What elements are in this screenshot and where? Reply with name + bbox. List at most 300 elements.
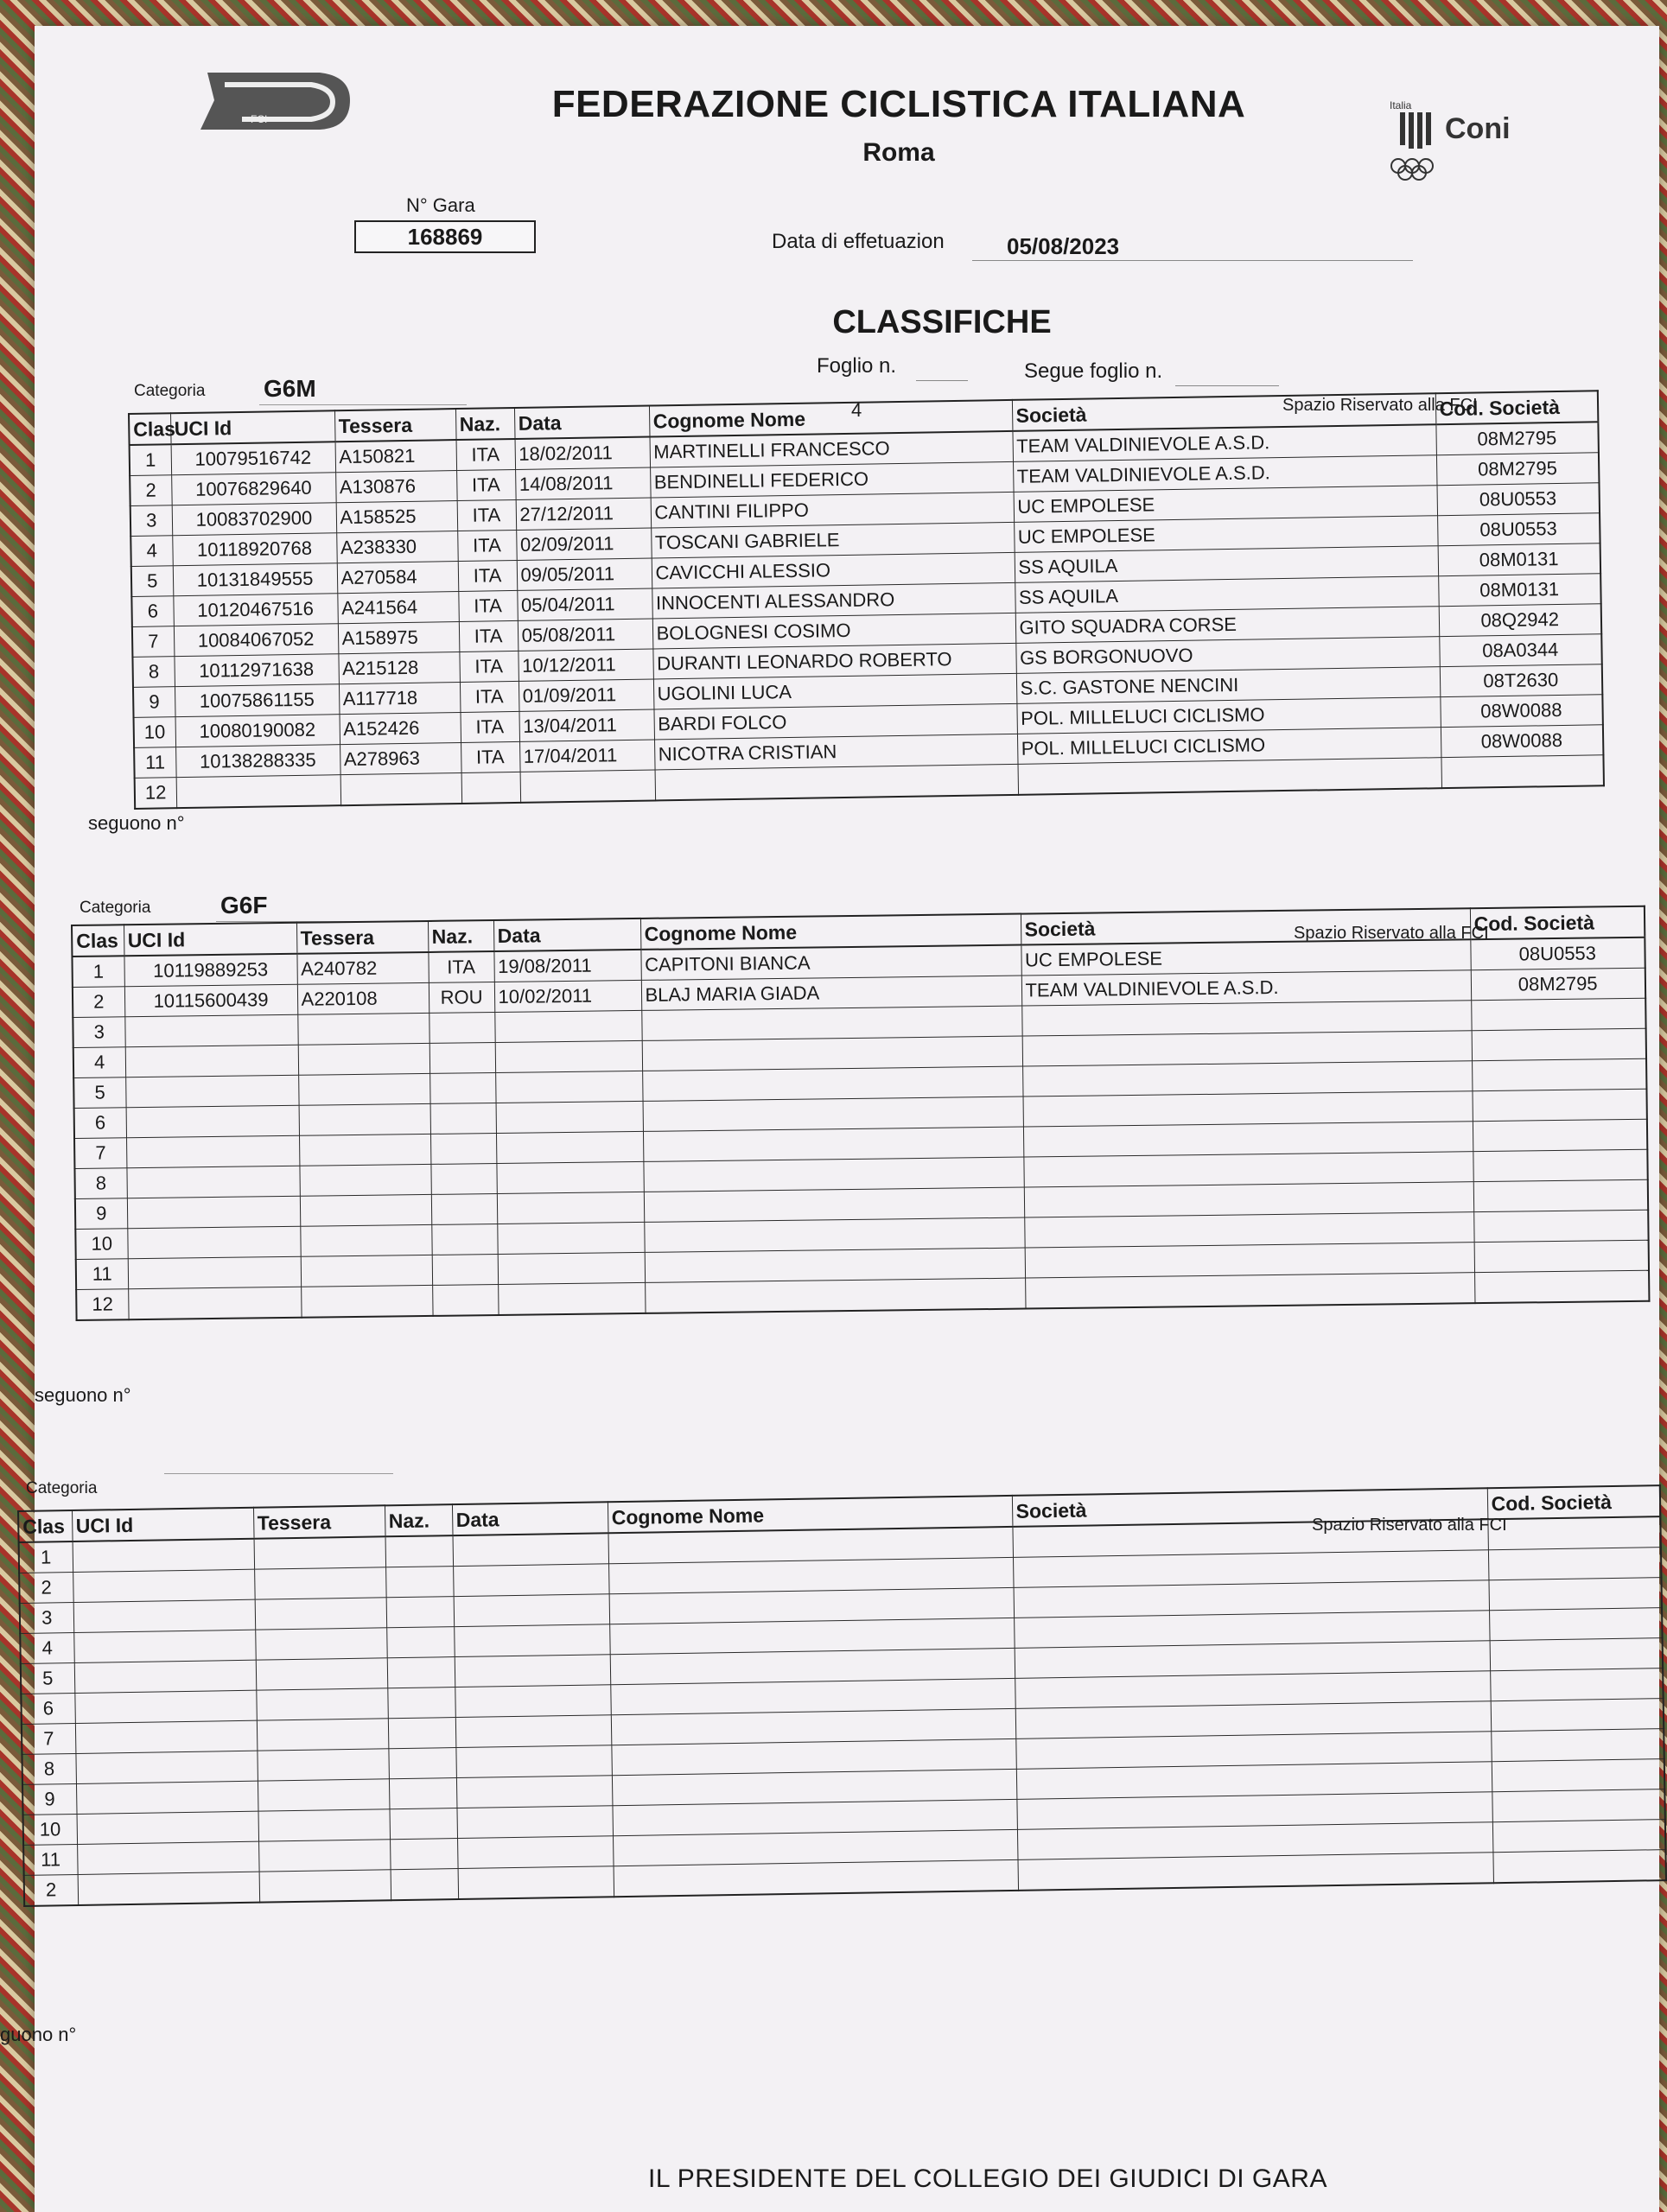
table-cell (1490, 1638, 1664, 1671)
table-cell: ITA (428, 951, 493, 982)
table-cell: UC EMPOLESE (1021, 939, 1470, 976)
table-cell: ROU (429, 982, 494, 1014)
gara-label: N° Gara (406, 194, 475, 216)
table-cell: 10138288335 (175, 745, 340, 778)
seguono-label-2: seguono n° (35, 1384, 131, 1406)
table-cell: 8 (74, 1168, 126, 1199)
table-cell: 10/12/2011 (518, 649, 653, 681)
table-cell (642, 1066, 1022, 1101)
table-cell (1490, 1669, 1664, 1701)
table-cell: ITA (456, 439, 516, 471)
table-cell (1472, 1089, 1646, 1121)
table-cell: 08M2795 (1471, 968, 1645, 1000)
table-cell (257, 1719, 389, 1751)
table-cell (391, 1869, 459, 1901)
federation-title: FEDERAZIONE CICLISTICA ITALIANA (551, 83, 1246, 125)
table-cell: 7 (74, 1138, 126, 1169)
table-cell (126, 1166, 299, 1198)
table-cell (455, 1745, 612, 1778)
table-cell (300, 1224, 431, 1256)
table-cell (431, 1224, 497, 1255)
table-cell: 8 (132, 657, 175, 688)
table-cell (644, 1187, 1024, 1222)
table-cell (124, 1014, 297, 1046)
table-cell (641, 1006, 1021, 1040)
table-cell: 10080190082 (175, 715, 340, 747)
column-header: Clas (129, 413, 171, 445)
column-header: Tessera (296, 921, 428, 954)
table-cell: 6 (21, 1693, 75, 1724)
table-cell: 4 (130, 536, 173, 567)
table-cell: 3 (20, 1602, 74, 1633)
table-cell (77, 1811, 259, 1844)
table-cell (73, 1630, 256, 1662)
table-cell (76, 1781, 258, 1814)
table-cell (301, 1255, 432, 1287)
table-cell: 10084067052 (174, 624, 339, 657)
table-cell: 18/02/2011 (515, 437, 651, 470)
table-cell: 10 (134, 717, 176, 748)
table-cell (430, 1164, 496, 1195)
table-cell (258, 1840, 391, 1872)
table-cell: 10 (75, 1229, 127, 1260)
table-cell: 11 (134, 747, 176, 779)
table-cell (128, 1256, 301, 1288)
table-cell: 9 (75, 1198, 127, 1230)
table-cell: 6 (131, 596, 174, 627)
table-cell: 17/04/2011 (519, 740, 655, 772)
gara-number: 168869 (354, 220, 536, 253)
categoria-line-3 (164, 1473, 393, 1474)
coni-logo-small: Italia (1390, 99, 1412, 111)
table-body (130, 422, 1604, 809)
table-cell (387, 1688, 455, 1719)
table-cell: 10079516742 (171, 442, 336, 474)
table-cell: 08M2795 (1435, 422, 1599, 454)
table-cell: 5 (21, 1662, 75, 1694)
table-cell (298, 1073, 429, 1105)
table-cell: 3 (130, 505, 173, 537)
table-cell: A240782 (296, 952, 428, 984)
table-cell: A152426 (340, 713, 461, 745)
signature-line-label: IL PRESIDENTE DEL COLLEGIO DEI GIUDICI DI GARA (648, 2164, 1327, 2193)
column-header: Società (1021, 908, 1470, 944)
table-cell (496, 1101, 643, 1133)
segue-foglio-label: Segue foglio n. (1024, 359, 1163, 383)
column-header: Cod. Società (1487, 1485, 1661, 1519)
table-cell: A158975 (338, 622, 460, 654)
table-cell (301, 1285, 432, 1317)
table-cell (430, 1134, 496, 1165)
table-cell (389, 1808, 457, 1840)
table-cell (614, 1859, 1018, 1897)
table-cell: ITA (461, 741, 520, 772)
table-cell: 2 (24, 1874, 79, 1905)
table-cell (1492, 1820, 1666, 1853)
table-cell (520, 770, 656, 803)
table-cell (643, 1127, 1023, 1161)
table-cell: 9 (22, 1783, 77, 1815)
categoria-label-3: Categoria (26, 1479, 98, 1497)
table-cell: ITA (460, 711, 519, 742)
segue-foglio-line (1175, 385, 1279, 386)
table-cell (127, 1226, 300, 1258)
table-cell (385, 1567, 454, 1598)
table-cell: POL. MILLELUCI CICLISMO (1016, 697, 1440, 734)
table-cell (125, 1075, 298, 1107)
table-cell: BENDINELLI FEDERICO (650, 461, 1013, 498)
table-cell: UC EMPOLESE (1014, 486, 1437, 523)
table-cell: 1 (130, 444, 172, 475)
table-cell: 08A0344 (1439, 634, 1602, 667)
table-cell: 10131849555 (173, 563, 338, 596)
table-cell (1474, 1270, 1649, 1303)
table-cell (1473, 1149, 1647, 1181)
table-cell: 10075861155 (175, 684, 340, 717)
page-heading: CLASSIFICHE (832, 304, 1052, 340)
date-value: 05/08/2023 (972, 233, 1413, 261)
table-cell (255, 1598, 387, 1630)
table-cell: 2 (130, 475, 172, 506)
table-cell: ITA (459, 620, 519, 652)
table-cell (74, 1690, 257, 1723)
table-cell (643, 1096, 1023, 1131)
table-cell: 12 (135, 778, 177, 809)
table-cell (1472, 1058, 1646, 1090)
table-cell (642, 1036, 1022, 1071)
table-cell (456, 1806, 613, 1839)
table-cell: CAPITONI BIANCA (640, 945, 1021, 981)
table-cell (1488, 1578, 1662, 1611)
table-cell: ITA (457, 530, 517, 561)
table-cell: 8 (22, 1753, 76, 1784)
table-cell (461, 772, 521, 804)
table-cell (430, 1103, 496, 1135)
column-header: Data (514, 406, 650, 439)
table-cell: BLAJ MARIA GIADA (641, 976, 1021, 1010)
table-cell (453, 1564, 609, 1597)
table-cell (126, 1135, 299, 1167)
table-cell (258, 1779, 390, 1811)
table-cell: 01/09/2011 (519, 679, 654, 711)
table-cell: 19/08/2011 (493, 950, 640, 982)
spazio-label-1: Spazio Riservato alla FCI (1282, 396, 1478, 415)
table-cell (645, 1248, 1025, 1282)
column-header: Data (452, 1502, 608, 1535)
table-cell (388, 1718, 456, 1749)
table-cell: 09/05/2011 (517, 558, 652, 590)
table-cell: GS BORGONUOVO (1015, 637, 1439, 674)
seguono-label-3: guono n° (0, 2024, 77, 2045)
table-cell: 08U0553 (1437, 483, 1600, 516)
table-cell (256, 1688, 388, 1720)
table-cell: CANTINI FILIPPO (651, 492, 1014, 528)
table-cell: 1 (19, 1541, 73, 1573)
table-cell: TEAM VALDINIEVOLE A.S.D. (1021, 970, 1471, 1006)
table-cell: 14/08/2011 (515, 467, 651, 499)
table-cell (300, 1194, 431, 1226)
table-cell (257, 1749, 389, 1781)
table-cell (494, 1010, 641, 1042)
column-header: Società (1012, 1488, 1487, 1527)
table-cell (73, 1599, 256, 1632)
table-cell: CAVICCHI ALESSIO (652, 552, 1015, 588)
table-cell: 5 (73, 1077, 125, 1109)
column-header: Clas (72, 925, 124, 957)
table-cell: ITA (458, 560, 518, 591)
table-cell (429, 1013, 494, 1044)
table-cell (256, 1658, 388, 1690)
table-cell (1492, 1759, 1665, 1792)
table-cell (1491, 1729, 1664, 1762)
table-cell: 11 (23, 1844, 78, 1875)
table-cell (498, 1282, 645, 1315)
categoria-label-1: Categoria (134, 382, 206, 400)
table-cell (455, 1685, 611, 1718)
table-cell (299, 1164, 430, 1196)
table-cell: ITA (460, 681, 519, 712)
table-cell (125, 1045, 298, 1077)
date-label: Data di effetuazion (772, 230, 945, 253)
table-cell (340, 772, 462, 805)
seguono-label-1: seguono n° (88, 812, 185, 834)
table-cell: 11 (76, 1259, 128, 1290)
foglio-label: Foglio n. (817, 354, 897, 378)
table-cell: GITO SQUADRA CORSE (1015, 607, 1439, 644)
table-cell (387, 1657, 455, 1688)
table-cell (429, 1043, 495, 1074)
table-cell (644, 1217, 1024, 1252)
table-cell (455, 1655, 611, 1688)
table-cell: BOLOGNESI COSIMO (652, 613, 1015, 649)
table-cell (431, 1194, 497, 1225)
table-cell (457, 1836, 614, 1869)
table-cell: 5 (131, 566, 174, 597)
table-cell: A150821 (335, 440, 457, 473)
categoria-line-1 (259, 404, 467, 405)
table-cell (498, 1252, 645, 1284)
column-header: Cod. Società (1470, 906, 1645, 939)
table-cell: 08M0131 (1438, 574, 1601, 607)
column-header: Naz. (455, 408, 515, 440)
table-cell (1025, 1273, 1474, 1309)
table-cell: 10115600439 (124, 984, 297, 1016)
table-cell (1473, 1210, 1648, 1242)
table-cell (1492, 1789, 1665, 1822)
table-cell: ITA (458, 590, 518, 621)
fci-logo (190, 66, 354, 135)
table-cell: 10 (23, 1814, 78, 1845)
table-cell (655, 764, 1019, 800)
table-cell: ITA (456, 469, 516, 500)
table-cell: 02/09/2011 (516, 528, 652, 560)
table-cell (1472, 1028, 1646, 1060)
table-cell (432, 1254, 498, 1285)
coni-logo-text: Coni (1445, 112, 1511, 145)
table-cell (73, 1539, 255, 1573)
classification-table-g6m (128, 390, 1605, 810)
table-cell (1018, 758, 1441, 795)
table-body (19, 1516, 1666, 1906)
column-header: Cognome Nome (640, 914, 1021, 950)
table-cell (1488, 1548, 1662, 1580)
table-cell (643, 1157, 1023, 1192)
table-cell: POL. MILLELUCI CICLISMO (1017, 728, 1441, 765)
table-cell (1492, 1850, 1666, 1884)
table-cell (1489, 1608, 1663, 1641)
spazio-label-3: Spazio Riservato alla FCI (1312, 1516, 1507, 1535)
table-cell: 4 (73, 1047, 125, 1078)
table-cell (127, 1196, 300, 1228)
table-cell (77, 1841, 259, 1874)
table-cell: A130876 (335, 471, 457, 503)
table-cell (385, 1535, 454, 1567)
table-cell (390, 1839, 458, 1870)
table-cell: 08Q2942 (1439, 604, 1602, 637)
table-cell: 10112971638 (174, 654, 339, 687)
table-cell: MARTINELLI FRANCESCO (650, 431, 1014, 467)
table-cell: 08M2795 (1436, 453, 1600, 486)
table-cell (126, 1105, 299, 1137)
column-header: UCI Id (170, 410, 335, 444)
column-header: Clas (18, 1510, 73, 1542)
classification-table-g6f (71, 906, 1650, 1321)
table-cell (75, 1751, 258, 1783)
table-cell: A270584 (337, 562, 459, 594)
column-header: Tessera (334, 409, 456, 442)
table-cell: 10118920768 (172, 533, 337, 566)
table-cell (453, 1533, 609, 1566)
table-cell: 9 (133, 687, 175, 718)
table-cell (254, 1567, 386, 1599)
table-cell: 3 (73, 1017, 124, 1048)
categoria-value-2: G6F (220, 892, 268, 918)
table-cell: 10/02/2011 (494, 980, 641, 1012)
table-cell (456, 1776, 613, 1808)
table-cell (1473, 1179, 1648, 1211)
table-cell: A117718 (339, 683, 461, 715)
table-cell (389, 1778, 457, 1809)
table-cell (1487, 1516, 1661, 1550)
column-header: Data (493, 918, 640, 951)
table-cell: 08U0553 (1470, 938, 1645, 970)
spazio-label-2: Spazio Riservato alla FCI (1294, 924, 1489, 943)
table-cell: 08W0088 (1441, 725, 1604, 758)
table-cell (455, 1715, 612, 1748)
table-cell: 2 (73, 987, 124, 1018)
table-cell (74, 1660, 257, 1693)
column-header: Naz. (385, 1504, 453, 1536)
table-cell (254, 1536, 386, 1569)
table-cell (1474, 1240, 1649, 1272)
foglio-line (916, 380, 968, 381)
table-body (72, 938, 1649, 1320)
table-cell (176, 775, 341, 808)
foglio-value: 4 (851, 399, 862, 421)
table-cell: 10119889253 (124, 954, 296, 987)
table-cell (298, 1043, 429, 1075)
table-cell (495, 1071, 642, 1103)
categoria-value-1: G6M (264, 375, 316, 402)
table-cell (429, 1073, 495, 1104)
coni-logo (1383, 99, 1547, 188)
table-cell: TEAM VALDINIEVOLE A.S.D. (1012, 424, 1435, 461)
table-cell (78, 1872, 260, 1905)
table-cell: A215128 (338, 652, 460, 684)
table-cell: 10076829640 (171, 473, 336, 505)
table-cell (497, 1192, 644, 1224)
table-cell (496, 1131, 643, 1163)
table-cell: SS AQUILA (1015, 546, 1438, 583)
table-cell (258, 1809, 391, 1841)
table-cell: A220108 (297, 982, 429, 1014)
table-cell: 4 (20, 1632, 74, 1663)
table-cell: DURANTI LEONARDO ROBERTO (652, 643, 1015, 679)
table-cell: 12 (76, 1289, 128, 1320)
table-cell (1471, 998, 1645, 1030)
table-cell (1491, 1699, 1664, 1732)
table-cell: S.C. GASTONE NENCINI (1016, 667, 1440, 704)
table-cell: UGOLINI LUCA (653, 673, 1016, 709)
table-cell: 10083702900 (172, 503, 337, 536)
table-cell: UC EMPOLESE (1014, 516, 1437, 553)
table-cell (255, 1628, 387, 1660)
table-cell: A278963 (340, 742, 461, 774)
table-cell: 27/12/2011 (516, 498, 652, 530)
table-cell: NICOTRA CRISTIAN (654, 734, 1017, 770)
table-cell: TEAM VALDINIEVOLE A.S.D. (1013, 455, 1436, 493)
table-cell: 10120467516 (173, 594, 338, 626)
table-cell (299, 1134, 430, 1166)
table-cell (386, 1597, 455, 1628)
table-cell (75, 1720, 258, 1753)
table-cell: 05/04/2011 (517, 588, 652, 620)
table-cell (495, 1040, 642, 1072)
table-cell: TOSCANI GABRIELE (651, 522, 1014, 558)
federation-city: Roma (862, 138, 935, 167)
table-cell (1017, 1853, 1492, 1891)
table-cell: A158525 (336, 501, 458, 533)
table-cell (1441, 755, 1604, 788)
table-cell (645, 1278, 1025, 1313)
table-cell (299, 1103, 430, 1135)
table-cell: 05/08/2011 (518, 619, 653, 651)
classification-table-blank (17, 1484, 1667, 1907)
table-cell: 1 (72, 956, 124, 987)
column-header: Cod. Società (1435, 391, 1599, 424)
table-cell: 08M0131 (1438, 543, 1601, 576)
table-cell (1473, 1119, 1647, 1151)
table-cell (454, 1624, 610, 1657)
table-cell (497, 1222, 644, 1254)
table-cell (432, 1284, 498, 1315)
table-cell (297, 1013, 429, 1045)
table-cell: 08T2630 (1440, 664, 1603, 697)
table-cell: 08W0088 (1440, 695, 1603, 728)
column-header: Cognome Nome (608, 1496, 1013, 1533)
table-cell (386, 1627, 455, 1658)
column-header: Società (1012, 393, 1436, 431)
table-cell: 7 (22, 1723, 76, 1754)
table-cell (259, 1870, 391, 1903)
fci-logo-text: FCI (251, 113, 268, 125)
table-cell: A241564 (337, 592, 459, 624)
table-cell: BARDI FOLCO (653, 703, 1016, 740)
table-cell (458, 1866, 614, 1899)
table-cell: A238330 (336, 531, 458, 563)
table-cell: 7 (132, 626, 175, 658)
table-cell (388, 1748, 456, 1779)
